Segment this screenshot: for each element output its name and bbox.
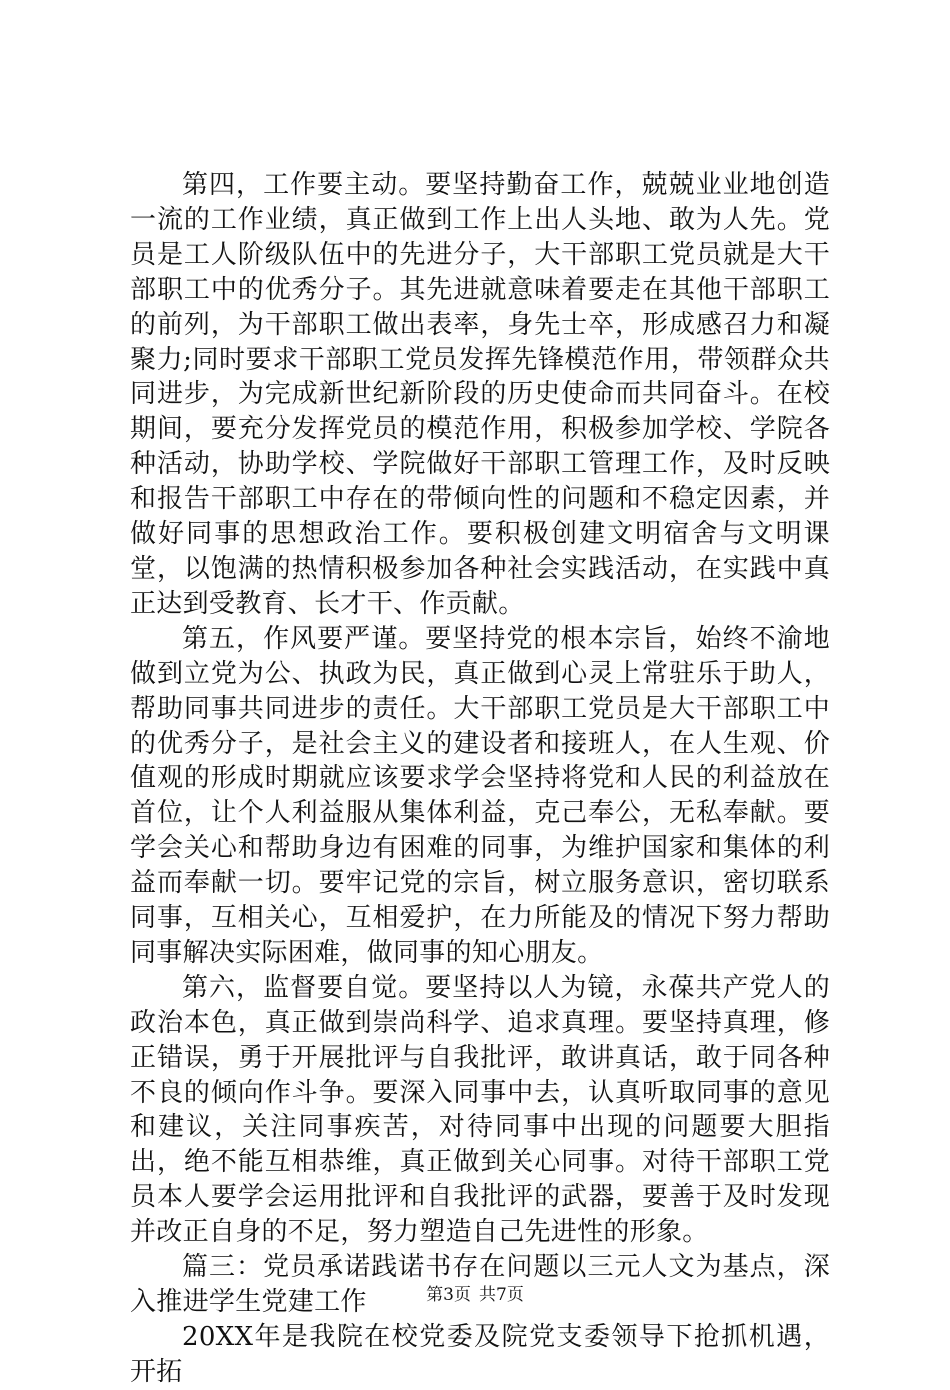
paragraph-intro: 20XX年是我院在校党委及院党支委领导下抢抓机遇，开拓 (130, 1321, 830, 1387)
section-heading: 篇三：党员承诺践诺书存在问题以三元人文为基点，深入推进学生党建工作 (130, 1252, 830, 1317)
page-total: 共7页 (479, 1285, 524, 1305)
paragraph-fourth-point: 第四，工作要主动。要坚持勤奋工作，兢兢业业地创造一流的工作业绩，真正做到工作上出人头地、敢为人先。党员是工人阶级队伍中的先进分子，大干部职工党员就是大干部职工中的优秀分子。其先进就意味着要走在其他干部职工的前列，为干部职工做出表率，身先士卒，形成感召力和凝聚力;同时要求干部职工党员发挥先锋模范作用，带领群众共同进步，为完成新世纪新阶段的历史使命而共同奋斗。在校期间，要充分发挥党员的模范作用，积极参加学校、学院各种活动，协助学校、学院做好干部职工管理工作，及时反映和报告干部职工中存在的带倾向性的问题和不稳定因素，并做好同事的思想政治工作。要积极创建文明宿舍与文明课堂，以饱满的热情积极参加各种社会实践活动，在实践中真正达到受教育、长才干、作贡献。 (130, 170, 830, 619)
paragraph-fifth-point: 第五，作风要严谨。要坚持党的根本宗旨，始终不渝地做到立党为公、执政为民，真正做到心灵上常驻乐于助人，帮助同事共同进步的责任。大干部职工党员是大干部职工中的优秀分子，是社会主义的建设者和接班人，在人生观、价值观的形成时期就应该要求学会坚持将党和人民的利益放在首位，让个人利益服从集体利益，克己奉公，无私奉献。要学会关心和帮助身边有困难的同事，为维护国家和集体的利益而奉献一切。要牢记党的宗旨，树立服务意识，密切联系同事，互相关心，互相爱护，在力所能及的情况下努力帮助同事解决实际困难，做同事的知心朋友。 (130, 623, 830, 968)
paragraph-sixth-point: 第六，监督要自觉。要坚持以人为镜，永葆共产党人的政治本色，真正做到崇尚科学、追求真理。要坚持真理，修正错误，勇于开展批评与自我批评，敢讲真话，敢于同各种不良的倾向作斗争。要深入同事中去，认真听取同事的意见和建议，关注同事疾苦，对待同事中出现的问题要大胆指出，绝不能互相恭维，真正做到关心同事。对待干部职工党员本人要学会运用批评和自我批评的武器，要善于及时发现并改正自身的不足，努力塑造自己先进性的形象。 (130, 972, 830, 1248)
page-number: 第3页 (426, 1285, 471, 1305)
page-footer (0, 1284, 950, 1306)
document-body (130, 168, 830, 1390)
